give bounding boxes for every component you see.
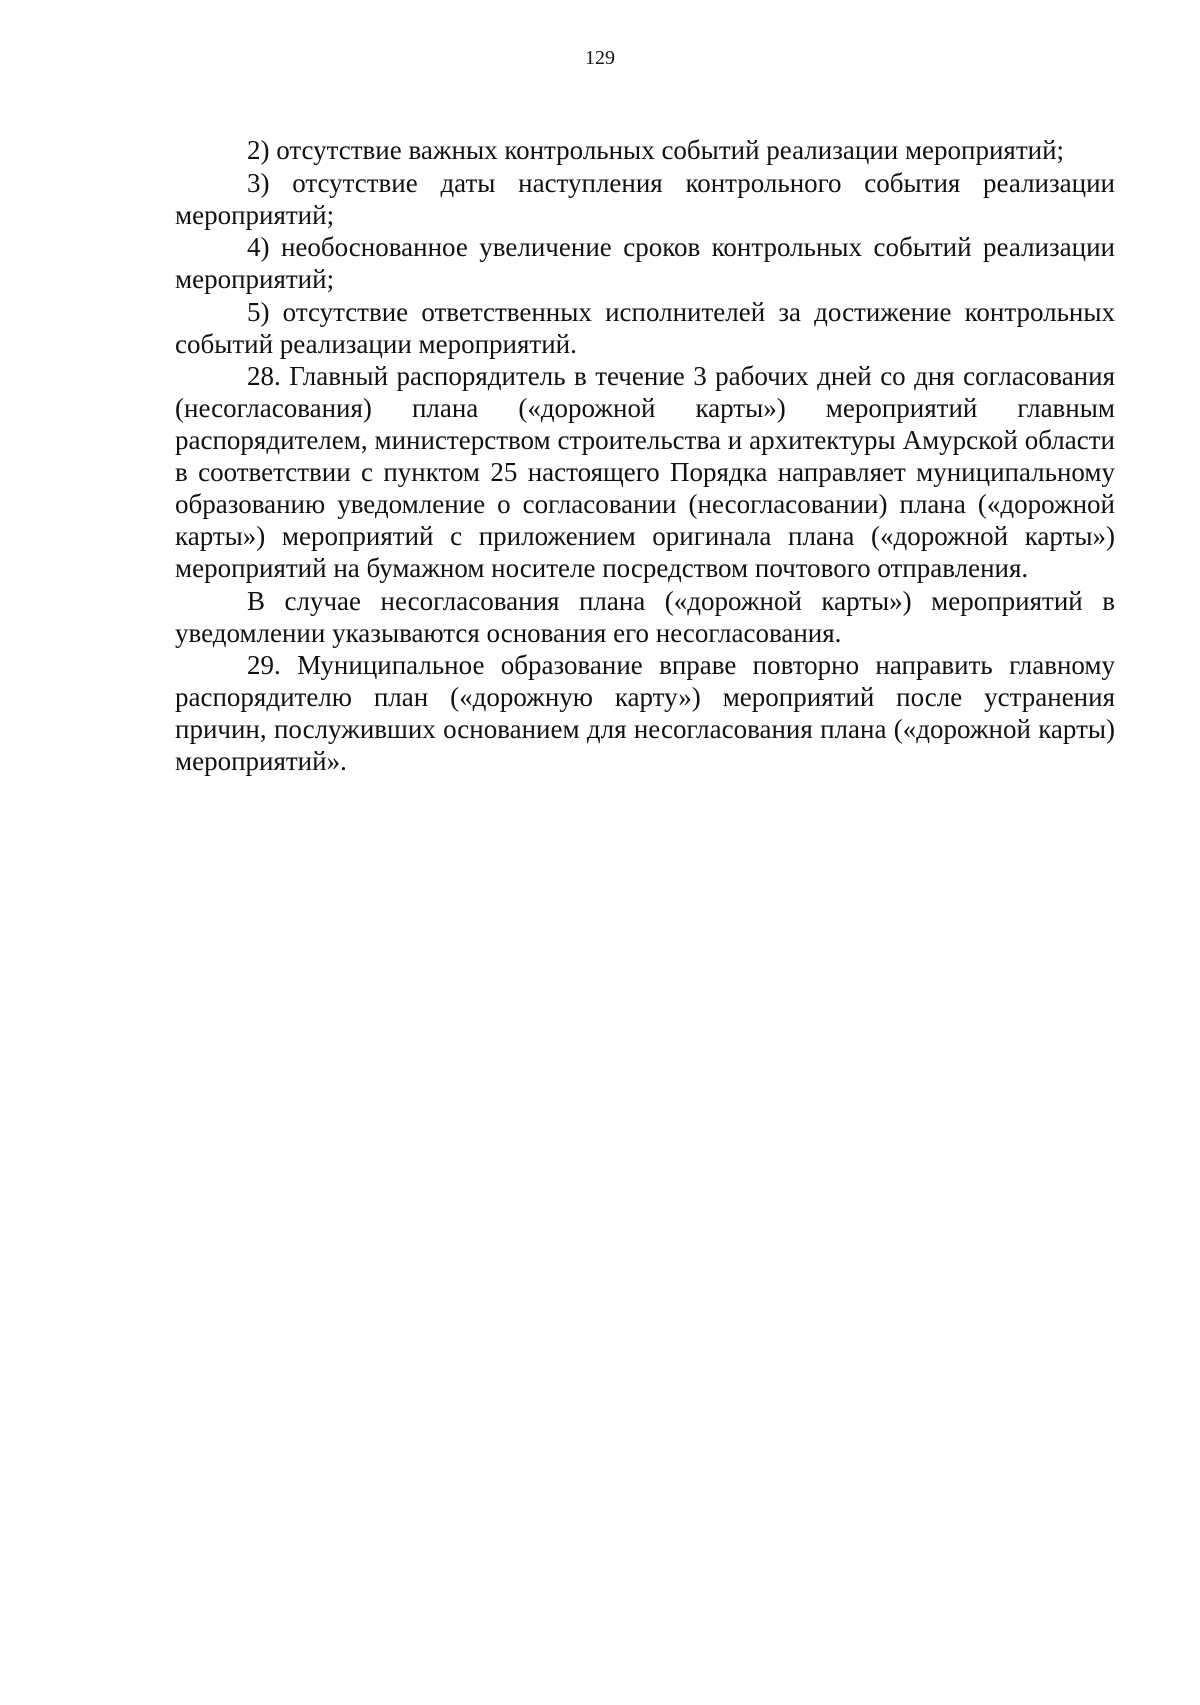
paragraph-item-2: 2) отсутствие важных контрольных событий реализации мероприятий;	[247, 135, 1065, 165]
paragraph-clause-29: 29. Муниципальное образование вправе повторно направить главному распорядителю план («дорожную карту») мероприятий после устранения причин, послуживших основанием для несогласования плана («дорожной карты) мероприятий».	[175, 650, 1115, 776]
document-body	[175, 134, 1115, 778]
paragraph-item-3: 3) отсутствие даты наступления контрольного события реализации мероприятий;	[175, 167, 1115, 230]
page-number: 129	[585, 47, 615, 69]
paragraph-clause-28-note: В случае несогласования плана («дорожной карты») мероприятий в уведомлении указываются основания его несогласования.	[175, 585, 1115, 648]
paragraph-item-4: 4) необоснованное увеличение сроков контрольных событий реализации мероприятий;	[175, 232, 1115, 294]
paragraph-item-5: 5) отсутствие ответственных исполнителей за достижение контрольных событий реализации мероприятий.	[175, 296, 1115, 359]
paragraph-clause-28: 28. Главный распорядитель в течение 3 рабочих дней со дня согласования (несогласования) плана («дорожной карты») мероприятий главным распорядителем, министерством строительства и архитектуры Амурской области в соответствии с пунктом 25 настоящего Порядка направляет муниципальному образованию уведомление о согласовании (несогласовании) плана («дорожной карты») мероприятий с приложением оригинала плана («дорожной карты») мероприятий на бумажном носителе посредством почтового отправления.	[175, 361, 1115, 583]
